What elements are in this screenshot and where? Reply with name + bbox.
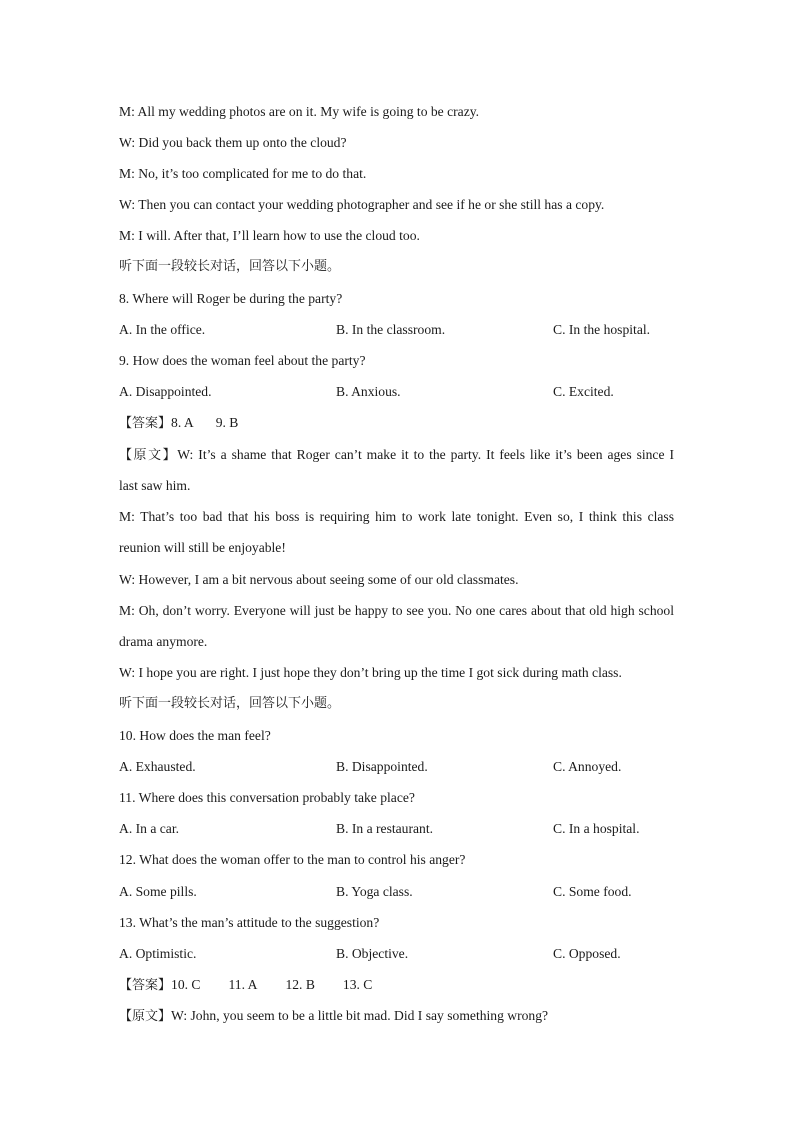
answer-value: 12. B	[285, 977, 315, 992]
answer-value: 13. C	[342, 977, 373, 992]
script-line: reunion will still be enjoyable!	[119, 540, 286, 555]
section-instruction: 听下面一段较长对话，回答以下小题。	[119, 259, 341, 274]
dialogue-line: M: All my wedding photos are on it. My wife is going to be crazy.	[119, 104, 480, 119]
answer-tag: 【答案】	[119, 978, 172, 993]
question-stem: 12. What does the woman offer to the man to control his anger?	[119, 852, 466, 867]
option-b: B. Yoga class.	[336, 884, 413, 899]
option-b: B. Anxious.	[336, 384, 401, 399]
option-a: A. In a car.	[119, 821, 180, 836]
option-c: C. Some food.	[553, 884, 632, 899]
option-a: A. Disappointed.	[119, 384, 212, 399]
dialogue-line: W: Did you back them up onto the cloud?	[119, 135, 347, 150]
question-stem: 11. Where does this conversation probably take place?	[119, 790, 415, 805]
answer-line	[119, 977, 372, 994]
script-line: W: I hope you are right. I just hope they don’t bring up the time I got sick during math class.	[119, 665, 622, 680]
answer-line	[119, 415, 238, 432]
option-a: A. In the office.	[119, 322, 206, 337]
option-b: B. In the classroom.	[336, 322, 446, 337]
option-c: C. In the hospital.	[553, 322, 651, 337]
dialogue-line: M: No, it’s too complicated for me to do that.	[119, 166, 367, 181]
option-a: A. Exhausted.	[119, 759, 196, 774]
dialogue-line: W: Then you can contact your wedding photographer and see if he or she still has a copy.	[119, 197, 605, 212]
option-b: B. Objective.	[336, 946, 409, 961]
question-stem: 10. How does the man feel?	[119, 728, 271, 743]
question-stem: 13. What’s the man’s attitude to the suggestion?	[119, 915, 380, 930]
question-stem: 8. Where will Roger be during the party?	[119, 291, 343, 306]
option-c: C. Annoyed.	[553, 759, 622, 774]
answer-tag: 【答案】	[119, 416, 172, 431]
answer-value: 11. A	[228, 977, 258, 992]
script-line: drama anymore.	[119, 634, 208, 649]
option-a: A. Optimistic.	[119, 946, 197, 961]
script-line: 【原文】W: John, you seem to be a little bit mad. Did I say something wrong?	[119, 1008, 549, 1024]
script-line: W: However, I am a bit nervous about seeing some of our old classmates.	[119, 572, 519, 587]
option-b: B. In a restaurant.	[336, 821, 434, 836]
answer-value: 10. C	[171, 977, 201, 992]
script-tag: 【原文】	[119, 448, 178, 463]
option-c: C. In a hospital.	[553, 821, 640, 836]
option-c: C. Excited.	[553, 384, 614, 399]
script-line: 【原文】W: It’s a shame that Roger can’t make it to the party. It feels like it’s been ages since I	[119, 447, 674, 463]
script-line: last saw him.	[119, 478, 191, 493]
script-line: M: Oh, don’t worry. Everyone will just be happy to see you. No one cares about that old high school	[119, 603, 674, 618]
question-stem: 9. How does the woman feel about the party?	[119, 353, 366, 368]
dialogue-line: M: I will. After that, I’ll learn how to use the cloud too.	[119, 228, 420, 243]
answer-value: 8. A	[171, 415, 194, 430]
script-tag: 【原文】	[119, 1009, 172, 1024]
section-instruction: 听下面一段较长对话，回答以下小题。	[119, 696, 341, 711]
option-a: A. Some pills.	[119, 884, 197, 899]
option-c: C. Opposed.	[553, 946, 621, 961]
option-b: B. Disappointed.	[336, 759, 428, 774]
answer-value: 9. B	[215, 415, 239, 430]
script-line: M: That’s too bad that his boss is requiring him to work late tonight. Even so, I think this class	[119, 509, 674, 524]
